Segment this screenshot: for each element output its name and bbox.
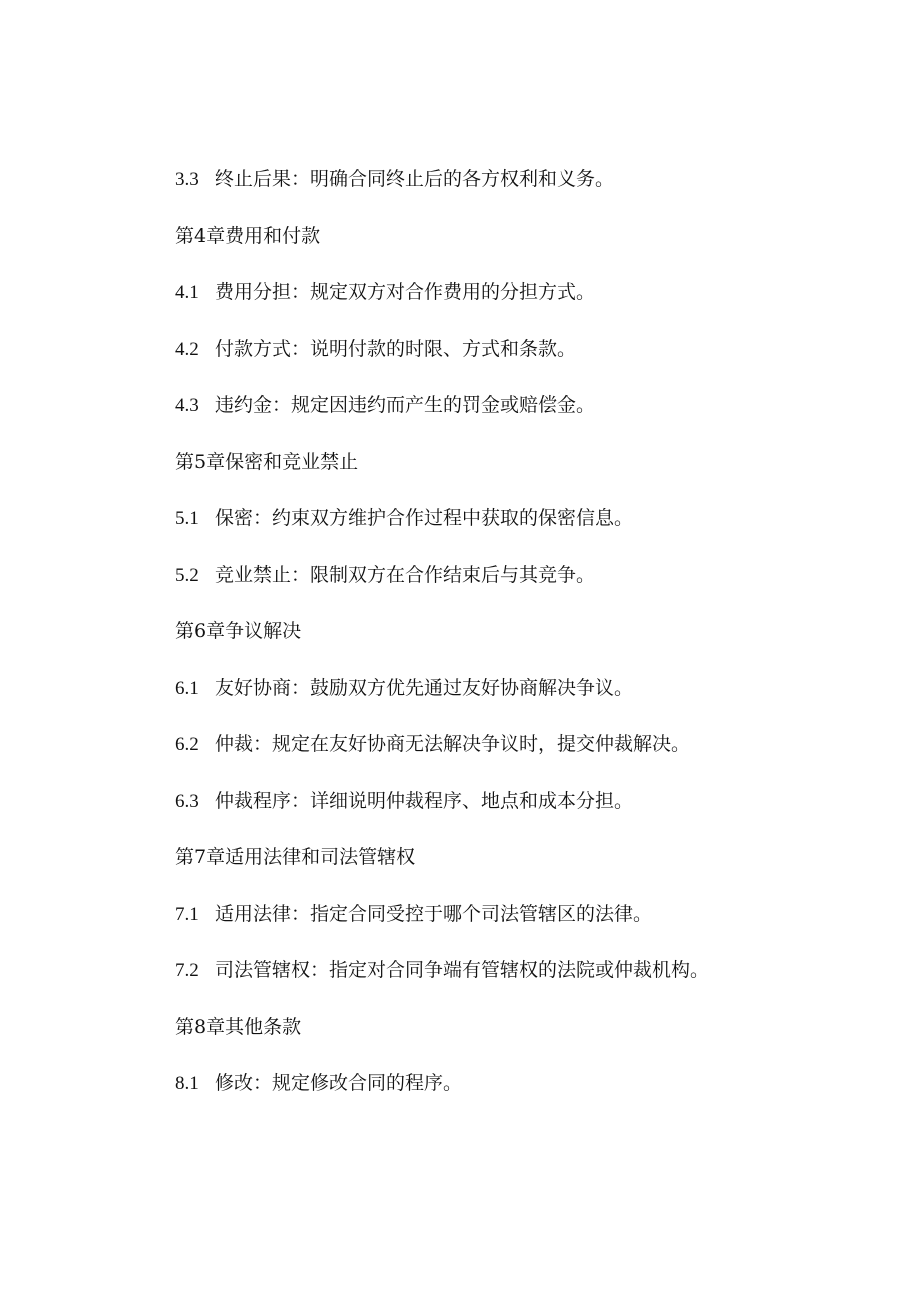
- clause-number: 7.2: [175, 960, 199, 981]
- clause-number: 6.2: [175, 734, 199, 755]
- clause-number: 7.1: [175, 903, 199, 925]
- clause-number: 8.1: [175, 1073, 199, 1094]
- document-body: [175, 163, 875, 1124]
- clause-number: 6.3: [175, 790, 199, 812]
- chapter-heading-6: 第6章争议解决: [175, 620, 302, 642]
- clause-3-3: [175, 163, 875, 220]
- clause-text: 费用分担：规定双方对合作费用的分担方式。: [215, 281, 596, 303]
- chapter-heading-4: 第4章费用和付款: [175, 224, 321, 247]
- clause-5-2: [175, 559, 875, 616]
- clause-number: 6.1: [175, 677, 199, 699]
- clause-text: 修改：规定修改合同的程序。: [215, 1072, 463, 1094]
- clause-text: 司法管辖权：指定对合同争端有管辖权的法院或仲裁机构。: [215, 959, 710, 981]
- clause-text: 适用法律：指定合同受控于哪个司法管辖区的法律。: [215, 902, 653, 925]
- clause-7-2: [175, 954, 875, 1011]
- clause-text: 竞业禁止：限制双方在合作结束后与其竞争。: [215, 563, 596, 586]
- chapter-heading-7: 第7章适用法律和司法管辖权: [175, 846, 416, 868]
- clause-4-3: [175, 389, 875, 446]
- clause-number: 3.3: [175, 169, 199, 190]
- clause-text: 保密：约束双方维护合作过程中获取的保密信息。: [215, 507, 634, 529]
- clause-4-2: [175, 333, 875, 390]
- clause-7-1: [175, 898, 875, 955]
- clause-text: 友好协商：鼓励双方优先通过友好协商解决争议。: [215, 676, 634, 699]
- clause-text: 付款方式：说明付款的时限、方式和条款。: [215, 337, 577, 360]
- clause-number: 5.1: [175, 508, 199, 529]
- clause-5-1: [175, 502, 875, 559]
- clause-text: 仲裁：规定在友好协商无法解决争议时，提交仲裁解决。: [215, 733, 691, 755]
- clause-text: 仲裁程序：详细说明仲裁程序、地点和成本分担。: [215, 789, 634, 812]
- clause-text: 终止后果：明确合同终止后的各方权利和义务。: [215, 168, 615, 190]
- clause-number: 5.2: [175, 564, 199, 586]
- chapter-heading-8: 第8章其他条款: [175, 1015, 302, 1038]
- chapter-heading-5: 第5章保密和竞业禁止: [175, 450, 359, 473]
- clause-8-1: [175, 1067, 875, 1124]
- clause-number: 4.2: [175, 338, 199, 360]
- clause-number: 4.3: [175, 395, 199, 416]
- clause-4-1: [175, 276, 875, 333]
- clause-text: 违约金：规定因违约而产生的罚金或赔偿金。: [215, 394, 596, 416]
- clause-6-3: [175, 785, 875, 842]
- clause-6-2: [175, 728, 875, 785]
- clause-number: 4.1: [175, 282, 199, 303]
- clause-6-1: [175, 672, 875, 729]
